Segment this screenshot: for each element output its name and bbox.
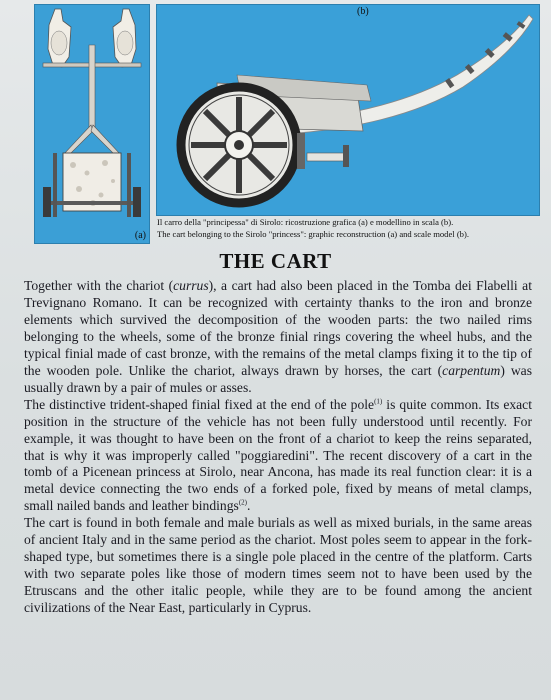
paragraph-2 xyxy=(24,397,532,516)
paragraph-2-text-b: is quite common. Its exact position in the structure of the vehicle has not been fully understood until recently. For example, it was thought to have been on the front of a chariot to keep the reins separated, that is why it was improperly called "poggiaredini". The recent discovery of a cart in the tomb of a Picenean princess at Sirolo, near Ancona, has made its real function clear: it is a metal device connecting the two ends of a forked pole, fixed by means of metal clamps, small nailed bands and leather bindings xyxy=(24,396,532,514)
footnote-ref-1: (1) xyxy=(374,397,383,406)
paragraph-1-text-b: ), a cart had also been placed in the Tomba dei Flabelli at Trevignano Romano. It can be recognized with certainty thanks to the iron and bronze elements which survived the decomposition of the wooden parts: the two nailed rims belonging to the wheels, some of the bronze finial rings covering the wheel hubs, and the typical finial made of cast bronze, with the remains of the metal clamps fixing it to the tip of the wooden pole. Unlike the chariot, always drawn by horses, the cart ( xyxy=(24,278,532,378)
figure-b-label: (b) xyxy=(357,6,369,17)
caption-italian: Il carro della "principessa" di Sirolo: ricostruzione grafica (a) e modellino in scala (b). xyxy=(157,217,454,227)
cart-plan-drawing xyxy=(35,5,149,243)
figure-b-scale-model xyxy=(156,4,540,216)
footnote-ref-2: (2) xyxy=(238,498,247,507)
paragraph-1-text-a: Together with the chariot ( xyxy=(24,278,174,293)
figure-a-label: (a) xyxy=(134,230,146,241)
paragraph-3: The cart is found in both female and male burials as well as mixed burials, in the same areas of ancient Italy and in the same period as the chariot. Most poles seem to appear in the fork-shaped type, but sometimes there is a single pole placed in the centre of the platform. Carts with two separate poles like those of modern times seem not to have been used by the Etruscans and the other italic people, while they are to be found among the ancient civilizations of the Near East, particularly in Cyprus. xyxy=(24,515,532,616)
paragraph-1-text-c: ) was usually drawn by a pair of mules or asses. xyxy=(24,362,532,395)
paragraph-2-text-c: . xyxy=(246,498,251,514)
caption-english: The cart belonging to the Sirolo "princess": graphic reconstruction (a) and scale model (b). xyxy=(157,229,469,239)
term-carpentum: carpentum xyxy=(442,362,501,378)
article-body xyxy=(24,278,532,617)
term-currus: currus xyxy=(173,278,209,293)
paragraph-2-text-a: The distinctive trident-shaped finial fixed at the end of the pole xyxy=(24,396,375,412)
cart-model-photo xyxy=(157,5,539,215)
page-title: THE CART xyxy=(219,249,332,273)
figure-caption xyxy=(157,216,542,240)
paragraph-1 xyxy=(24,278,532,397)
figure-a-reconstruction xyxy=(34,4,150,244)
